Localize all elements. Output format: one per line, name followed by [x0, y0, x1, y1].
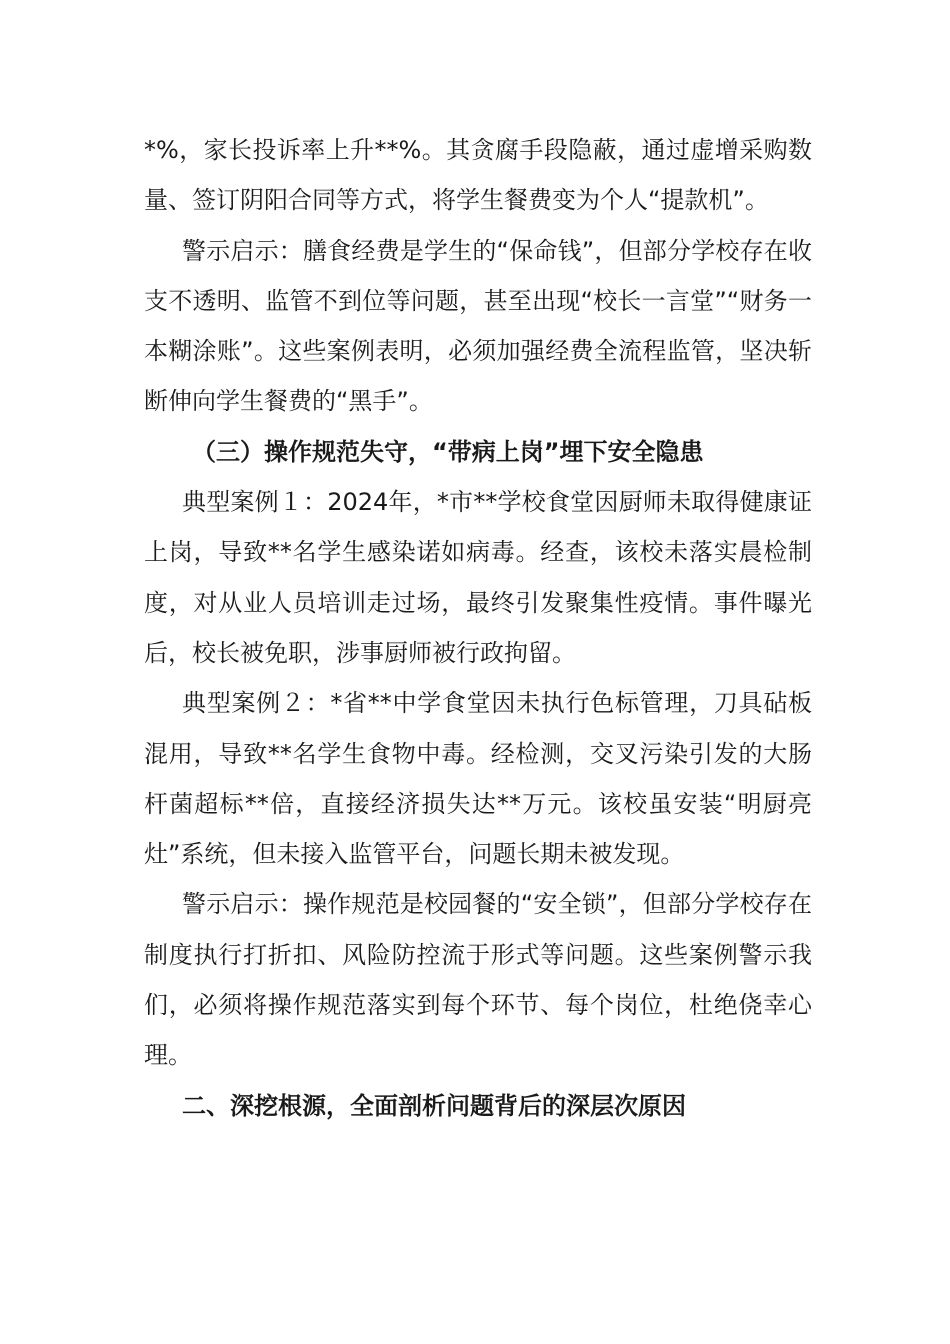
paragraph-continuation: *%，家长投诉率上升**%。其贪腐手段隐蔽，通过虚增采购数量、签订阴阳合同等方式，将学生餐费变为个人“提款机”。 — [144, 136, 812, 215]
section-subheading: （三）操作规范失守，“带病上岗”埋下安全隐患 — [192, 437, 704, 466]
section-heading: 二、深挖根源，全面剖析问题背后的深层次原因 — [182, 1091, 686, 1120]
paragraph-warning-2: 警示启示：操作规范是校园餐的“安全锁”，但部分学校存在制度执行打折扣、风险防控流于形式等问题。这些案例警示我们，必须将操作规范落实到每个环节、每个岗位，杜绝侥幸心理。 — [144, 890, 812, 1070]
paragraph-warning-1: 警示启示：膳食经费是学生的“保命钱”，但部分学校存在收支不透明、监管不到位等问题，甚至出现“校长一言堂”“财务一本糊涂账”。这些案例表明，必须加强经费全流程监管，坚决斩断伸向学生餐费的“黑手”。 — [144, 236, 812, 416]
paragraph-case-1: 典型案例１：2024年，*市**学校食堂因厨师未取得健康证上岗，导致**名学生感染诺如病毒。经查，该校未落实晨检制度，对从业人员培训走过场，最终引发聚集性疫情。事件曝光后，校长被免职，涉事厨师被行政拘留。 — [144, 488, 812, 667]
paragraph-case-2: 典型案例２：*省**中学食堂因未执行色标管理，刀具砧板混用，导致**名学生食物中毒。经检测，交叉污染引发的大肠杆菌超标**倍，直接经济损失达**万元。该校虽安装“明厨亮灶”系统，但未接入监管平台，问题长期未被发现。 — [144, 689, 812, 869]
document-body — [144, 125, 812, 1131]
